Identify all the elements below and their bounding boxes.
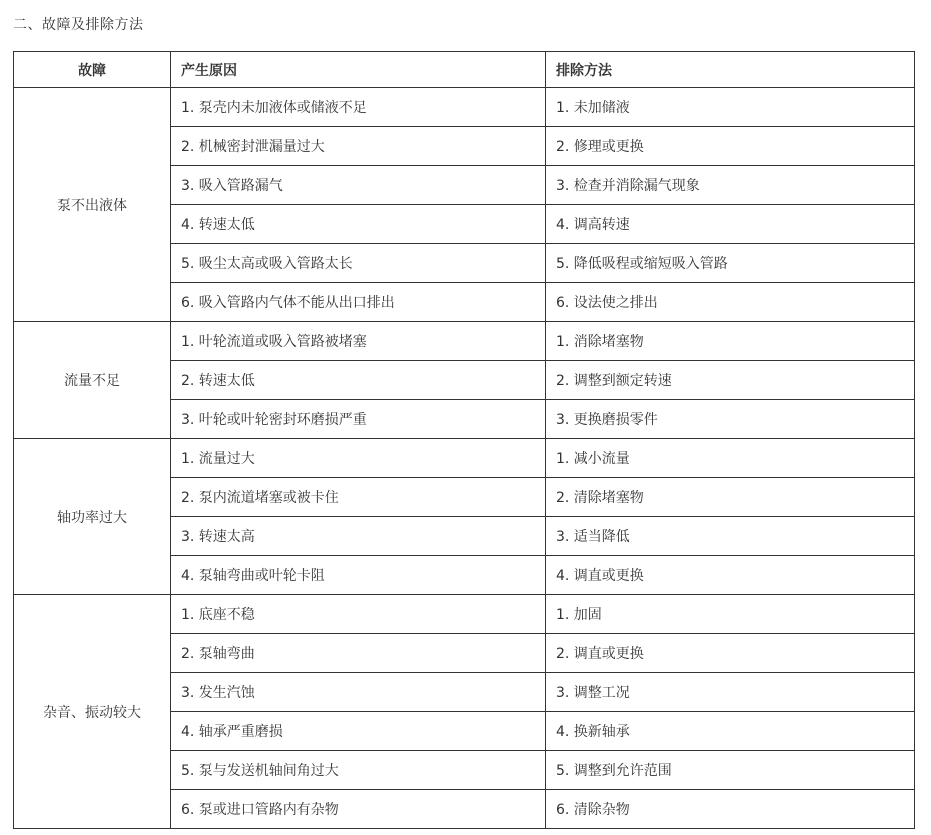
remedy-cell: 6. 清除杂物 [546,790,915,829]
cause-cell: 1. 底座不稳 [171,595,546,634]
cause-cell: 2. 泵内流道堵塞或被卡住 [171,478,546,517]
remedy-cell: 3. 更换磨损零件 [546,400,915,439]
table-row [14,88,915,127]
remedy-cell: 3. 适当降低 [546,517,915,556]
cause-cell: 2. 转速太低 [171,361,546,400]
fault-cell: 杂音、振动较大 [14,595,171,829]
remedy-cell: 1. 加固 [546,595,915,634]
remedy-cell: 6. 设法使之排出 [546,283,915,322]
remedy-cell: 1. 消除堵塞物 [546,322,915,361]
header-remedy: 排除方法 [546,52,915,88]
cause-cell: 5. 泵与发送机轴间角过大 [171,751,546,790]
cause-cell: 5. 吸尘太高或吸入管路太长 [171,244,546,283]
cause-cell: 1. 叶轮流道或吸入管路被堵塞 [171,322,546,361]
header-row [14,52,915,88]
remedy-cell: 5. 降低吸程或缩短吸入管路 [546,244,915,283]
cause-cell: 3. 叶轮或叶轮密封环磨损严重 [171,400,546,439]
header-fault: 故障 [14,52,171,88]
cause-cell: 4. 泵轴弯曲或叶轮卡阻 [171,556,546,595]
remedy-cell: 1. 减小流量 [546,439,915,478]
fault-cell: 泵不出液体 [14,88,171,322]
remedy-cell: 4. 换新轴承 [546,712,915,751]
cause-cell: 6. 吸入管路内气体不能从出口排出 [171,283,546,322]
fault-remedy-table [13,51,915,829]
remedy-cell: 2. 调直或更换 [546,634,915,673]
remedy-cell: 4. 调直或更换 [546,556,915,595]
remedy-cell: 4. 调高转速 [546,205,915,244]
table-row [14,595,915,634]
cause-cell: 3. 转速太高 [171,517,546,556]
remedy-cell: 5. 调整到允许范围 [546,751,915,790]
remedy-cell: 2. 清除堵塞物 [546,478,915,517]
fault-cell: 轴功率过大 [14,439,171,595]
cause-cell: 3. 吸入管路漏气 [171,166,546,205]
header-cause: 产生原因 [171,52,546,88]
remedy-cell: 2. 修理或更换 [546,127,915,166]
cause-cell: 1. 泵壳内未加液体或储液不足 [171,88,546,127]
remedy-cell: 3. 调整工况 [546,673,915,712]
cause-cell: 2. 泵轴弯曲 [171,634,546,673]
cause-cell: 6. 泵或进口管路内有杂物 [171,790,546,829]
cause-cell: 1. 流量过大 [171,439,546,478]
remedy-cell: 2. 调整到额定转速 [546,361,915,400]
table-row [14,322,915,361]
cause-cell: 4. 转速太低 [171,205,546,244]
remedy-cell: 3. 检查并消除漏气现象 [546,166,915,205]
cause-cell: 4. 轴承严重磨损 [171,712,546,751]
cause-cell: 3. 发生汽蚀 [171,673,546,712]
remedy-cell: 1. 未加储液 [546,88,915,127]
page-title: 二、故障及排除方法 [13,17,144,33]
fault-cell: 流量不足 [14,322,171,439]
cause-cell: 2. 机械密封泄漏量过大 [171,127,546,166]
table-row [14,439,915,478]
